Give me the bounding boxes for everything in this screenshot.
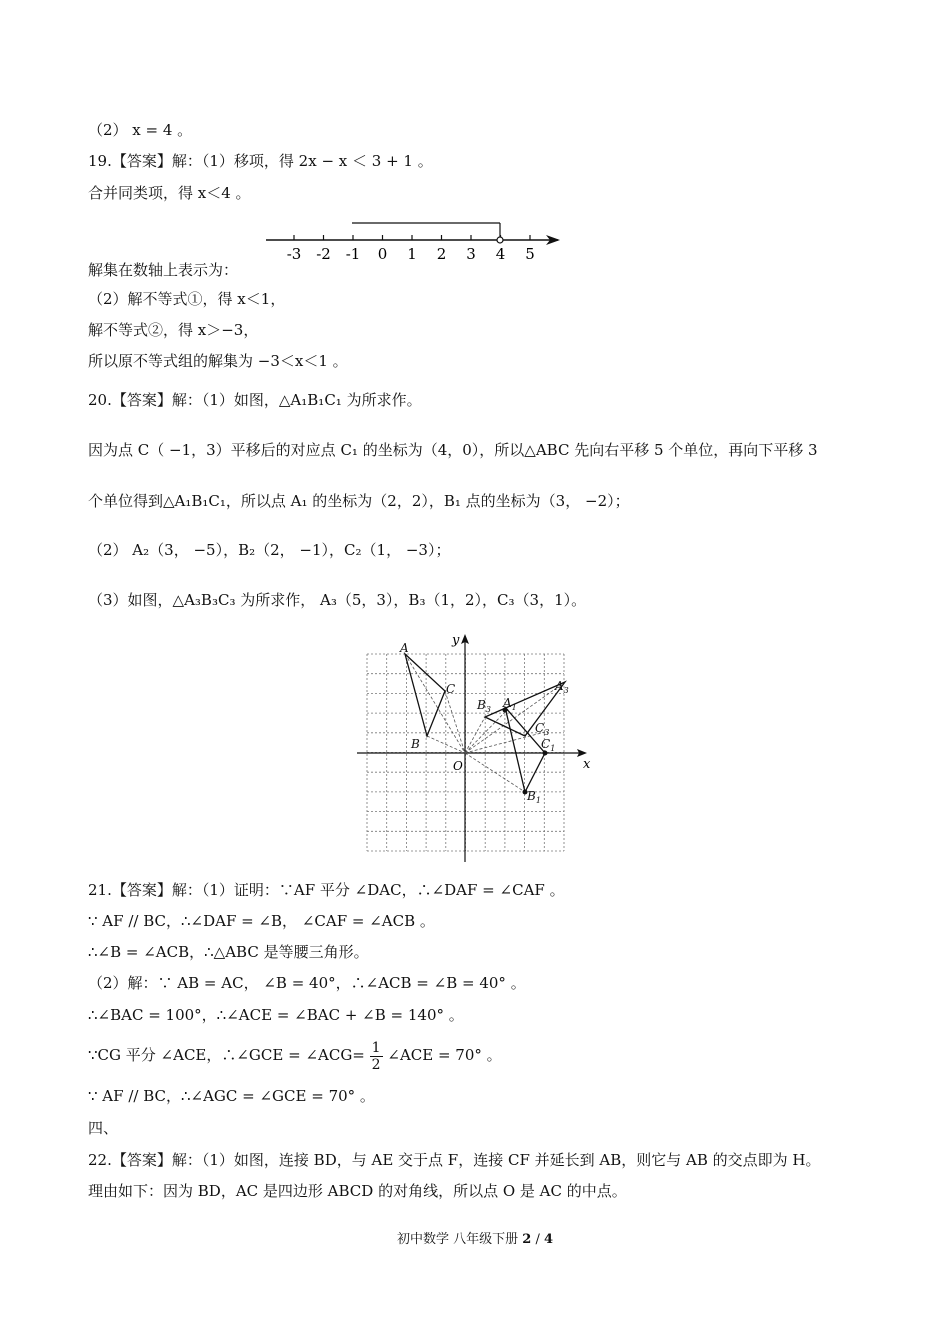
svg-text:A3: $A_3$ (555, 679, 569, 695)
label-b1: B (527, 789, 536, 803)
line-6: 解不等式②，得 x＞−3， (88, 321, 259, 339)
line-15: ∴∠B = ∠ACB，∴△ABC 是等腰三角形。 (88, 943, 369, 961)
svg-text:B3: $B_3$ (477, 698, 491, 714)
line-10: 个单位得到△A₁B₁C₁，所以点 A₁ 的坐标为（2，2），B₁ 点的坐标为（3， −2）； (88, 492, 630, 510)
svg-text:C1: $C_1$ (541, 737, 556, 753)
line-1: （2） x = 4 。 (88, 121, 193, 139)
number-line-tick-label: 2 (436, 245, 447, 263)
label-c: C (446, 682, 456, 696)
label-b: B (411, 737, 420, 751)
line-18-prefix: ∵CG 平分 ∠ACE，∴∠GCE = ∠ACG= (88, 1046, 365, 1064)
coordinate-grid-figure (355, 632, 595, 868)
line-12: （3）如图，△A₃B₃C₃ 为所求作， A₃（5，3），B₃（1，2），C₃（3，1）。 (88, 591, 587, 609)
number-line-tick-label: -3 (286, 245, 302, 263)
line-17: ∴∠BAC = 100°，∴∠ACE = ∠BAC + ∠B = 140° 。 (88, 1006, 464, 1024)
page-footer (0, 1228, 950, 1247)
line-18 (88, 1036, 502, 1074)
label-a3: A (555, 679, 564, 693)
line-8: 20.【答案】解：（1）如图，△A₁B₁C₁ 为所求作。 (88, 391, 422, 409)
line-16: （2）解：∵ AB = AC， ∠B = 40°，∴∠ACB = ∠B = 40° 。 (88, 974, 526, 992)
number-line (262, 218, 572, 266)
label-a1: A (503, 696, 512, 710)
label-b3: B (477, 698, 486, 712)
line-22: 理由如下：因为 BD，AC 是四边形 ABCD 的对角线，所以点 O 是 AC 的中点。 (88, 1182, 627, 1200)
svg-text:B1: $B_1$ (527, 789, 541, 805)
open-point (497, 237, 503, 243)
x-axis-label: x (583, 757, 591, 772)
number-line-tick-label: 0 (377, 245, 388, 263)
fraction-one-half (370, 1040, 383, 1073)
line-3: 合并同类项，得 x＜4 。 (88, 184, 251, 202)
line-7: 所以原不等式组的解集为 −3＜x＜1 。 (88, 352, 348, 370)
line-5: （2）解不等式①，得 x＜1， (88, 290, 286, 308)
triangle-abc (405, 654, 445, 736)
number-line-tick-label: 5 (525, 245, 535, 263)
line-11: （2） A₂（3， −5），B₂（2， −1），C₂（1， −3）； (88, 541, 451, 559)
number-line-tick-label: 4 (495, 245, 506, 263)
number-line-tick-label: 1 (407, 245, 417, 263)
line-2: 19.【答案】解：（1）移项，得 2x − x ＜ 3 + 1 。 (88, 152, 433, 170)
line-18-suffix: ∠ACE = 70° 。 (387, 1046, 502, 1064)
line-21: 22.【答案】解：（1）如图，连接 BD，与 AE 交于点 F，连接 CF 并延长到 AB，则它与 AB 的交点即为 H。 (88, 1151, 821, 1169)
origin-label: O (453, 759, 463, 773)
line-19: ∵ AF // BC，∴∠AGC = ∠GCE = 70° 。 (88, 1087, 375, 1105)
number-line-tick-label: -2 (316, 245, 331, 263)
fraction-denominator: 2 (371, 1056, 381, 1073)
line-13: 21.【答案】解：（1）证明：∵AF 平分 ∠DAC，∴∠DAF = ∠CAF 。 (88, 881, 565, 899)
line-9: 因为点 C（ −1，3）平移后的对应点 C₁ 的坐标为（4，0），所以△ABC 先向右平移 5 个单位，再向下平移 3 (88, 441, 818, 459)
footer-sep: / (535, 1232, 540, 1247)
label-c3: C (535, 721, 545, 735)
line-20: 四、 (88, 1119, 119, 1137)
footer-page: 2 (522, 1232, 532, 1247)
line-14: ∵ AF // BC，∴∠DAF = ∠B， ∠CAF = ∠ACB 。 (88, 912, 435, 930)
line-4: 解集在数轴上表示为： (88, 261, 239, 279)
label-a: A (400, 641, 409, 655)
label-c1: C (541, 737, 551, 751)
number-line-tick-label: 3 (466, 245, 476, 263)
y-axis-label: y (452, 633, 460, 648)
svg-text:C3: $C_3$ (535, 721, 550, 737)
footer-total: 4 (543, 1232, 554, 1247)
svg-text:A1: $A_1$ (503, 696, 517, 712)
fraction-numerator: 1 (371, 1039, 381, 1056)
number-line-tick-label: -1 (345, 245, 361, 263)
footer-text: 初中数学 八年级下册 (396, 1232, 519, 1247)
